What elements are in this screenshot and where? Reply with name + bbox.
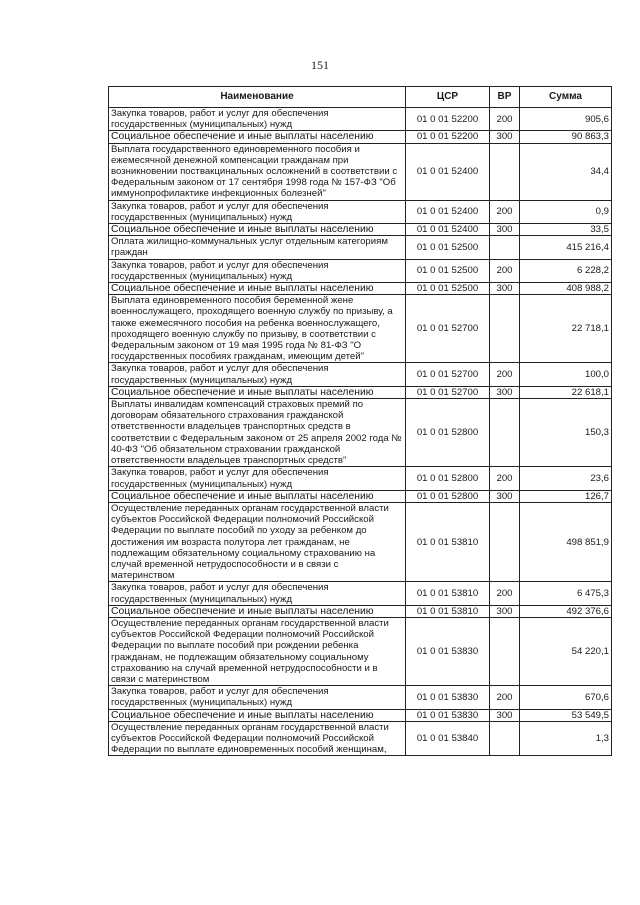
row-vr-cell: 200 [490, 108, 520, 131]
row-csr-cell: 01 0 01 52200 [406, 108, 490, 131]
row-csr-cell: 01 0 01 53830 [406, 686, 490, 709]
row-sum-cell: 905,6 [520, 108, 612, 131]
row-sum-cell: 670,6 [520, 686, 612, 709]
table-row [109, 399, 612, 467]
row-csr-cell: 01 0 01 53840 [406, 721, 490, 756]
table-row [109, 236, 612, 259]
row-vr-cell: 200 [490, 467, 520, 490]
table-row [109, 490, 612, 502]
header-sum: Сумма [520, 87, 612, 108]
row-name-cell: Закупка товаров, работ и услуг для обеспечения государственных (муниципальных) нужд [109, 363, 406, 386]
row-vr-cell: 300 [490, 131, 520, 143]
table-row [109, 143, 612, 200]
row-csr-cell: 01 0 01 52200 [406, 131, 490, 143]
row-sum-cell: 6 228,2 [520, 259, 612, 282]
table-row [109, 295, 612, 363]
row-name-cell: Социальное обеспечение и иные выплаты населению [109, 283, 406, 295]
table-row [109, 709, 612, 721]
table-row [109, 502, 612, 581]
row-sum-cell: 54 220,1 [520, 617, 612, 685]
row-csr-cell: 01 0 01 52400 [406, 224, 490, 236]
table-row [109, 686, 612, 709]
row-vr-cell: 300 [490, 224, 520, 236]
row-sum-cell: 23,6 [520, 467, 612, 490]
table-header-row [109, 87, 612, 108]
row-csr-cell: 01 0 01 52400 [406, 200, 490, 223]
row-sum-cell: 150,3 [520, 399, 612, 467]
row-csr-cell: 01 0 01 53810 [406, 605, 490, 617]
row-sum-cell: 22 618,1 [520, 386, 612, 398]
row-name-cell: Осуществление переданных органам государственной власти субъектов Российской Федерации полномочий Российской Федерации по выплате пособий при рождении ребенка гражданам, не подлежащим обязательному социальному страхованию на случай временной нетрудоспособности и в связи с материнством [109, 617, 406, 685]
row-csr-cell: 01 0 01 52500 [406, 236, 490, 259]
table-row [109, 200, 612, 223]
budget-table [108, 86, 612, 756]
header-name: Наименование [109, 87, 406, 108]
row-name-cell: Социальное обеспечение и иные выплаты населению [109, 386, 406, 398]
row-vr-cell [490, 721, 520, 756]
row-vr-cell [490, 143, 520, 200]
row-sum-cell: 53 549,5 [520, 709, 612, 721]
row-sum-cell: 22 718,1 [520, 295, 612, 363]
row-vr-cell [490, 502, 520, 581]
table-row [109, 363, 612, 386]
row-sum-cell: 415 216,4 [520, 236, 612, 259]
row-csr-cell: 01 0 01 52400 [406, 143, 490, 200]
row-name-cell: Социальное обеспечение и иные выплаты населению [109, 709, 406, 721]
row-name-cell: Социальное обеспечение и иные выплаты населению [109, 131, 406, 143]
row-vr-cell: 300 [490, 386, 520, 398]
row-name-cell: Оплата жилищно-коммунальных услуг отдельным категориям граждан [109, 236, 406, 259]
row-vr-cell: 200 [490, 686, 520, 709]
row-name-cell: Закупка товаров, работ и услуг для обеспечения государственных (муниципальных) нужд [109, 686, 406, 709]
row-csr-cell: 01 0 01 53830 [406, 709, 490, 721]
table-row [109, 259, 612, 282]
table-row [109, 467, 612, 490]
table-row [109, 582, 612, 605]
row-sum-cell: 34,4 [520, 143, 612, 200]
row-sum-cell: 90 863,3 [520, 131, 612, 143]
row-csr-cell: 01 0 01 53830 [406, 617, 490, 685]
row-sum-cell: 498 851,9 [520, 502, 612, 581]
row-name-cell: Выплата государственного единовременного пособия и ежемесячной денежной компенсации гражданам при возникновении поствакцинальных осложнений в соответствии с Федеральным законом от 17 сентября 1998 года № 157-ФЗ "Об иммунопрофилактике инфекционных болезней" [109, 143, 406, 200]
row-sum-cell: 492 376,6 [520, 605, 612, 617]
row-name-cell: Закупка товаров, работ и услуг для обеспечения государственных (муниципальных) нужд [109, 200, 406, 223]
row-name-cell: Социальное обеспечение и иные выплаты населению [109, 224, 406, 236]
header-csr: ЦСР [406, 87, 490, 108]
row-name-cell: Социальное обеспечение и иные выплаты населению [109, 605, 406, 617]
row-vr-cell [490, 236, 520, 259]
row-sum-cell: 0,9 [520, 200, 612, 223]
table-row [109, 386, 612, 398]
row-vr-cell: 300 [490, 283, 520, 295]
row-vr-cell: 300 [490, 605, 520, 617]
row-vr-cell: 200 [490, 363, 520, 386]
header-vr: ВР [490, 87, 520, 108]
row-vr-cell: 300 [490, 490, 520, 502]
row-csr-cell: 01 0 01 52500 [406, 283, 490, 295]
row-sum-cell: 6 475,3 [520, 582, 612, 605]
row-vr-cell [490, 617, 520, 685]
table-row [109, 617, 612, 685]
row-vr-cell: 200 [490, 582, 520, 605]
row-name-cell: Осуществление переданных органам государственной власти субъектов Российской Федерации полномочий Российской Федерации по выплате пособий по уходу за ребенком до достижения им возраста полутора лет гражданам, не подлежащим обязательному социальному страхованию на случай временной нетрудоспособности и в связи с материнством [109, 502, 406, 581]
row-name-cell: Закупка товаров, работ и услуг для обеспечения государственных (муниципальных) нужд [109, 582, 406, 605]
row-csr-cell: 01 0 01 52500 [406, 259, 490, 282]
row-csr-cell: 01 0 01 53810 [406, 502, 490, 581]
table-body [109, 108, 612, 756]
row-sum-cell: 1,3 [520, 721, 612, 756]
row-csr-cell: 01 0 01 53810 [406, 582, 490, 605]
row-csr-cell: 01 0 01 52700 [406, 363, 490, 386]
table-row [109, 283, 612, 295]
row-name-cell: Закупка товаров, работ и услуг для обеспечения государственных (муниципальных) нужд [109, 467, 406, 490]
row-csr-cell: 01 0 01 52700 [406, 386, 490, 398]
row-name-cell: Закупка товаров, работ и услуг для обеспечения государственных (муниципальных) нужд [109, 259, 406, 282]
row-vr-cell [490, 399, 520, 467]
row-name-cell: Осуществление переданных органам государственной власти субъектов Российской Федерации полномочий Российской Федерации по выплате единовременных пособий женщинам, [109, 721, 406, 756]
row-sum-cell: 126,7 [520, 490, 612, 502]
row-vr-cell: 300 [490, 709, 520, 721]
row-vr-cell [490, 295, 520, 363]
row-sum-cell: 408 988,2 [520, 283, 612, 295]
row-name-cell: Социальное обеспечение и иные выплаты населению [109, 490, 406, 502]
page-number: 151 [311, 58, 329, 72]
row-csr-cell: 01 0 01 52800 [406, 467, 490, 490]
row-csr-cell: 01 0 01 52700 [406, 295, 490, 363]
row-name-cell: Выплата единовременного пособия беременной жене военнослужащего, проходящего военную службу по призыву, а также ежемесячного пособия на ребенка военнослужащего, проходящего военную службу по призыву, в соответствии с Федеральным законом от 19 мая 1995 года № 81-ФЗ "О государственных пособиях гражданам, имеющим детей" [109, 295, 406, 363]
row-csr-cell: 01 0 01 52800 [406, 490, 490, 502]
table-row [109, 108, 612, 131]
row-name-cell: Закупка товаров, работ и услуг для обеспечения государственных (муниципальных) нужд [109, 108, 406, 131]
row-name-cell: Выплаты инвалидам компенсаций страховых премий по договорам обязательного страхования гражданской ответственности владельцев транспортных средств в соответствии с Федеральным законом от 25 апреля 2002 года № 40-ФЗ "Об обязательном страховании гражданской ответственности владельцев транспортных средств" [109, 399, 406, 467]
table-row [109, 224, 612, 236]
table-row [109, 131, 612, 143]
table-row [109, 605, 612, 617]
row-vr-cell: 200 [490, 259, 520, 282]
row-vr-cell: 200 [490, 200, 520, 223]
row-csr-cell: 01 0 01 52800 [406, 399, 490, 467]
row-sum-cell: 33,5 [520, 224, 612, 236]
row-sum-cell: 100,0 [520, 363, 612, 386]
table-row [109, 721, 612, 756]
